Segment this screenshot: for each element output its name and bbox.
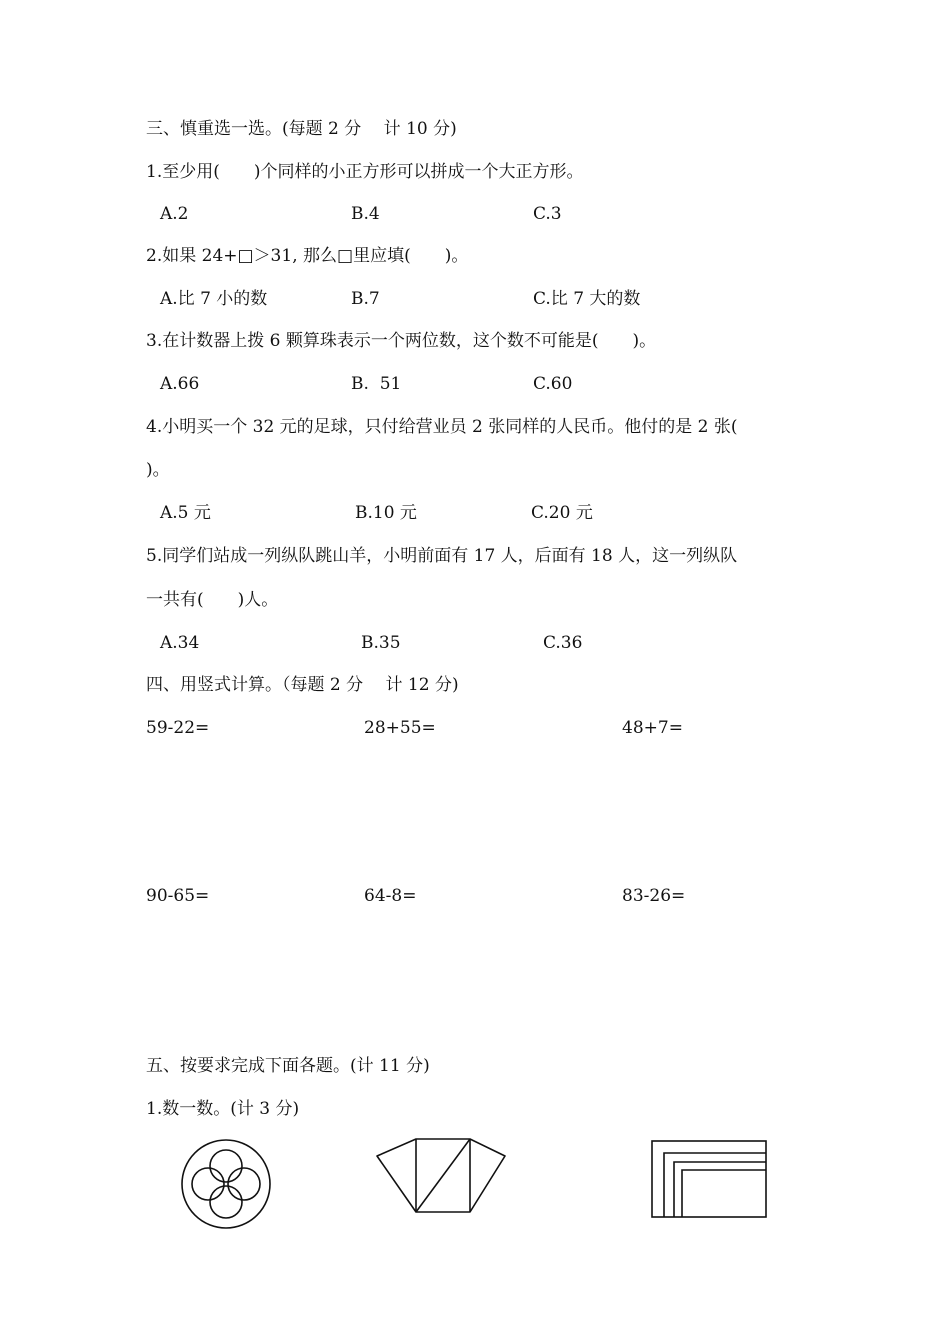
question-4-cont: )。 — [146, 460, 170, 480]
question-1: 1.至少用( )个同样的小正方形可以拼成一个大正方形。 — [146, 162, 584, 182]
triangles-figure — [374, 1136, 508, 1216]
question-5-cont: 一共有( )人。 — [146, 590, 279, 610]
outer-shape — [377, 1139, 505, 1212]
question-4: 4.小明买一个 32 元的足球，只付给营业员 2 张同样的人民币。他付的是 2 张( — [146, 417, 738, 437]
q5-option-a: A.34 — [160, 633, 200, 653]
q4-option-a: A.5 元 — [160, 503, 211, 523]
calc-1: 59-22= — [146, 718, 210, 738]
inner-circle-left — [192, 1168, 224, 1200]
q3-option-c: C.60 — [533, 374, 573, 394]
rectangles-figure — [648, 1138, 770, 1220]
question-5: 5.同学们站成一列纵队跳山羊，小明前面有 17 人，后面有 18 人，这一列纵队 — [146, 546, 738, 566]
section5-title: 五、按要求完成下面各题。(计 11 分) — [146, 1056, 430, 1076]
diagonal-divider — [416, 1139, 470, 1212]
inner-circle-top — [210, 1150, 242, 1182]
q5-option-c: C.36 — [543, 633, 583, 653]
q1-option-c: C.3 — [533, 204, 562, 224]
section4-title: 四、用竖式计算。（每题 2 分 计 12 分) — [146, 675, 459, 695]
q3-option-a: A.66 — [160, 374, 200, 394]
inner-circle-right — [228, 1168, 260, 1200]
q2-option-c: C.比 7 大的数 — [533, 289, 641, 309]
question-3: 3.在计数器上拨 6 颗算珠表示一个两位数，这个数不可能是( )。 — [146, 331, 657, 351]
q5-option-b: B.35 — [361, 633, 401, 653]
calc-6: 83-26= — [622, 886, 686, 906]
section5-sub1: 1.数一数。(计 3 分) — [146, 1099, 300, 1119]
q4-option-b: B.10 元 — [355, 503, 417, 523]
innermost-rectangle-edge — [682, 1170, 766, 1217]
q3-option-b: B. 51 — [351, 374, 402, 394]
inner-circle-bottom — [210, 1186, 242, 1218]
calc-2: 28+55= — [364, 718, 436, 738]
calc-3: 48+7= — [622, 718, 683, 738]
q2-option-a: A.比 7 小的数 — [160, 289, 268, 309]
calc-5: 64-8= — [364, 886, 417, 906]
q1-option-a: A.2 — [160, 204, 189, 224]
question-2: 2.如果 24+□＞31, 那么□里应填( )。 — [146, 246, 469, 266]
q2-option-b: B.7 — [351, 289, 380, 309]
circles-figure — [178, 1136, 278, 1236]
calc-4: 90-65= — [146, 886, 210, 906]
outer-circle — [182, 1140, 270, 1228]
q1-option-b: B.4 — [351, 204, 380, 224]
q4-option-c: C.20 元 — [531, 503, 593, 523]
section3-title: 三、慎重选一选。(每题 2 分 计 10 分) — [146, 119, 457, 139]
